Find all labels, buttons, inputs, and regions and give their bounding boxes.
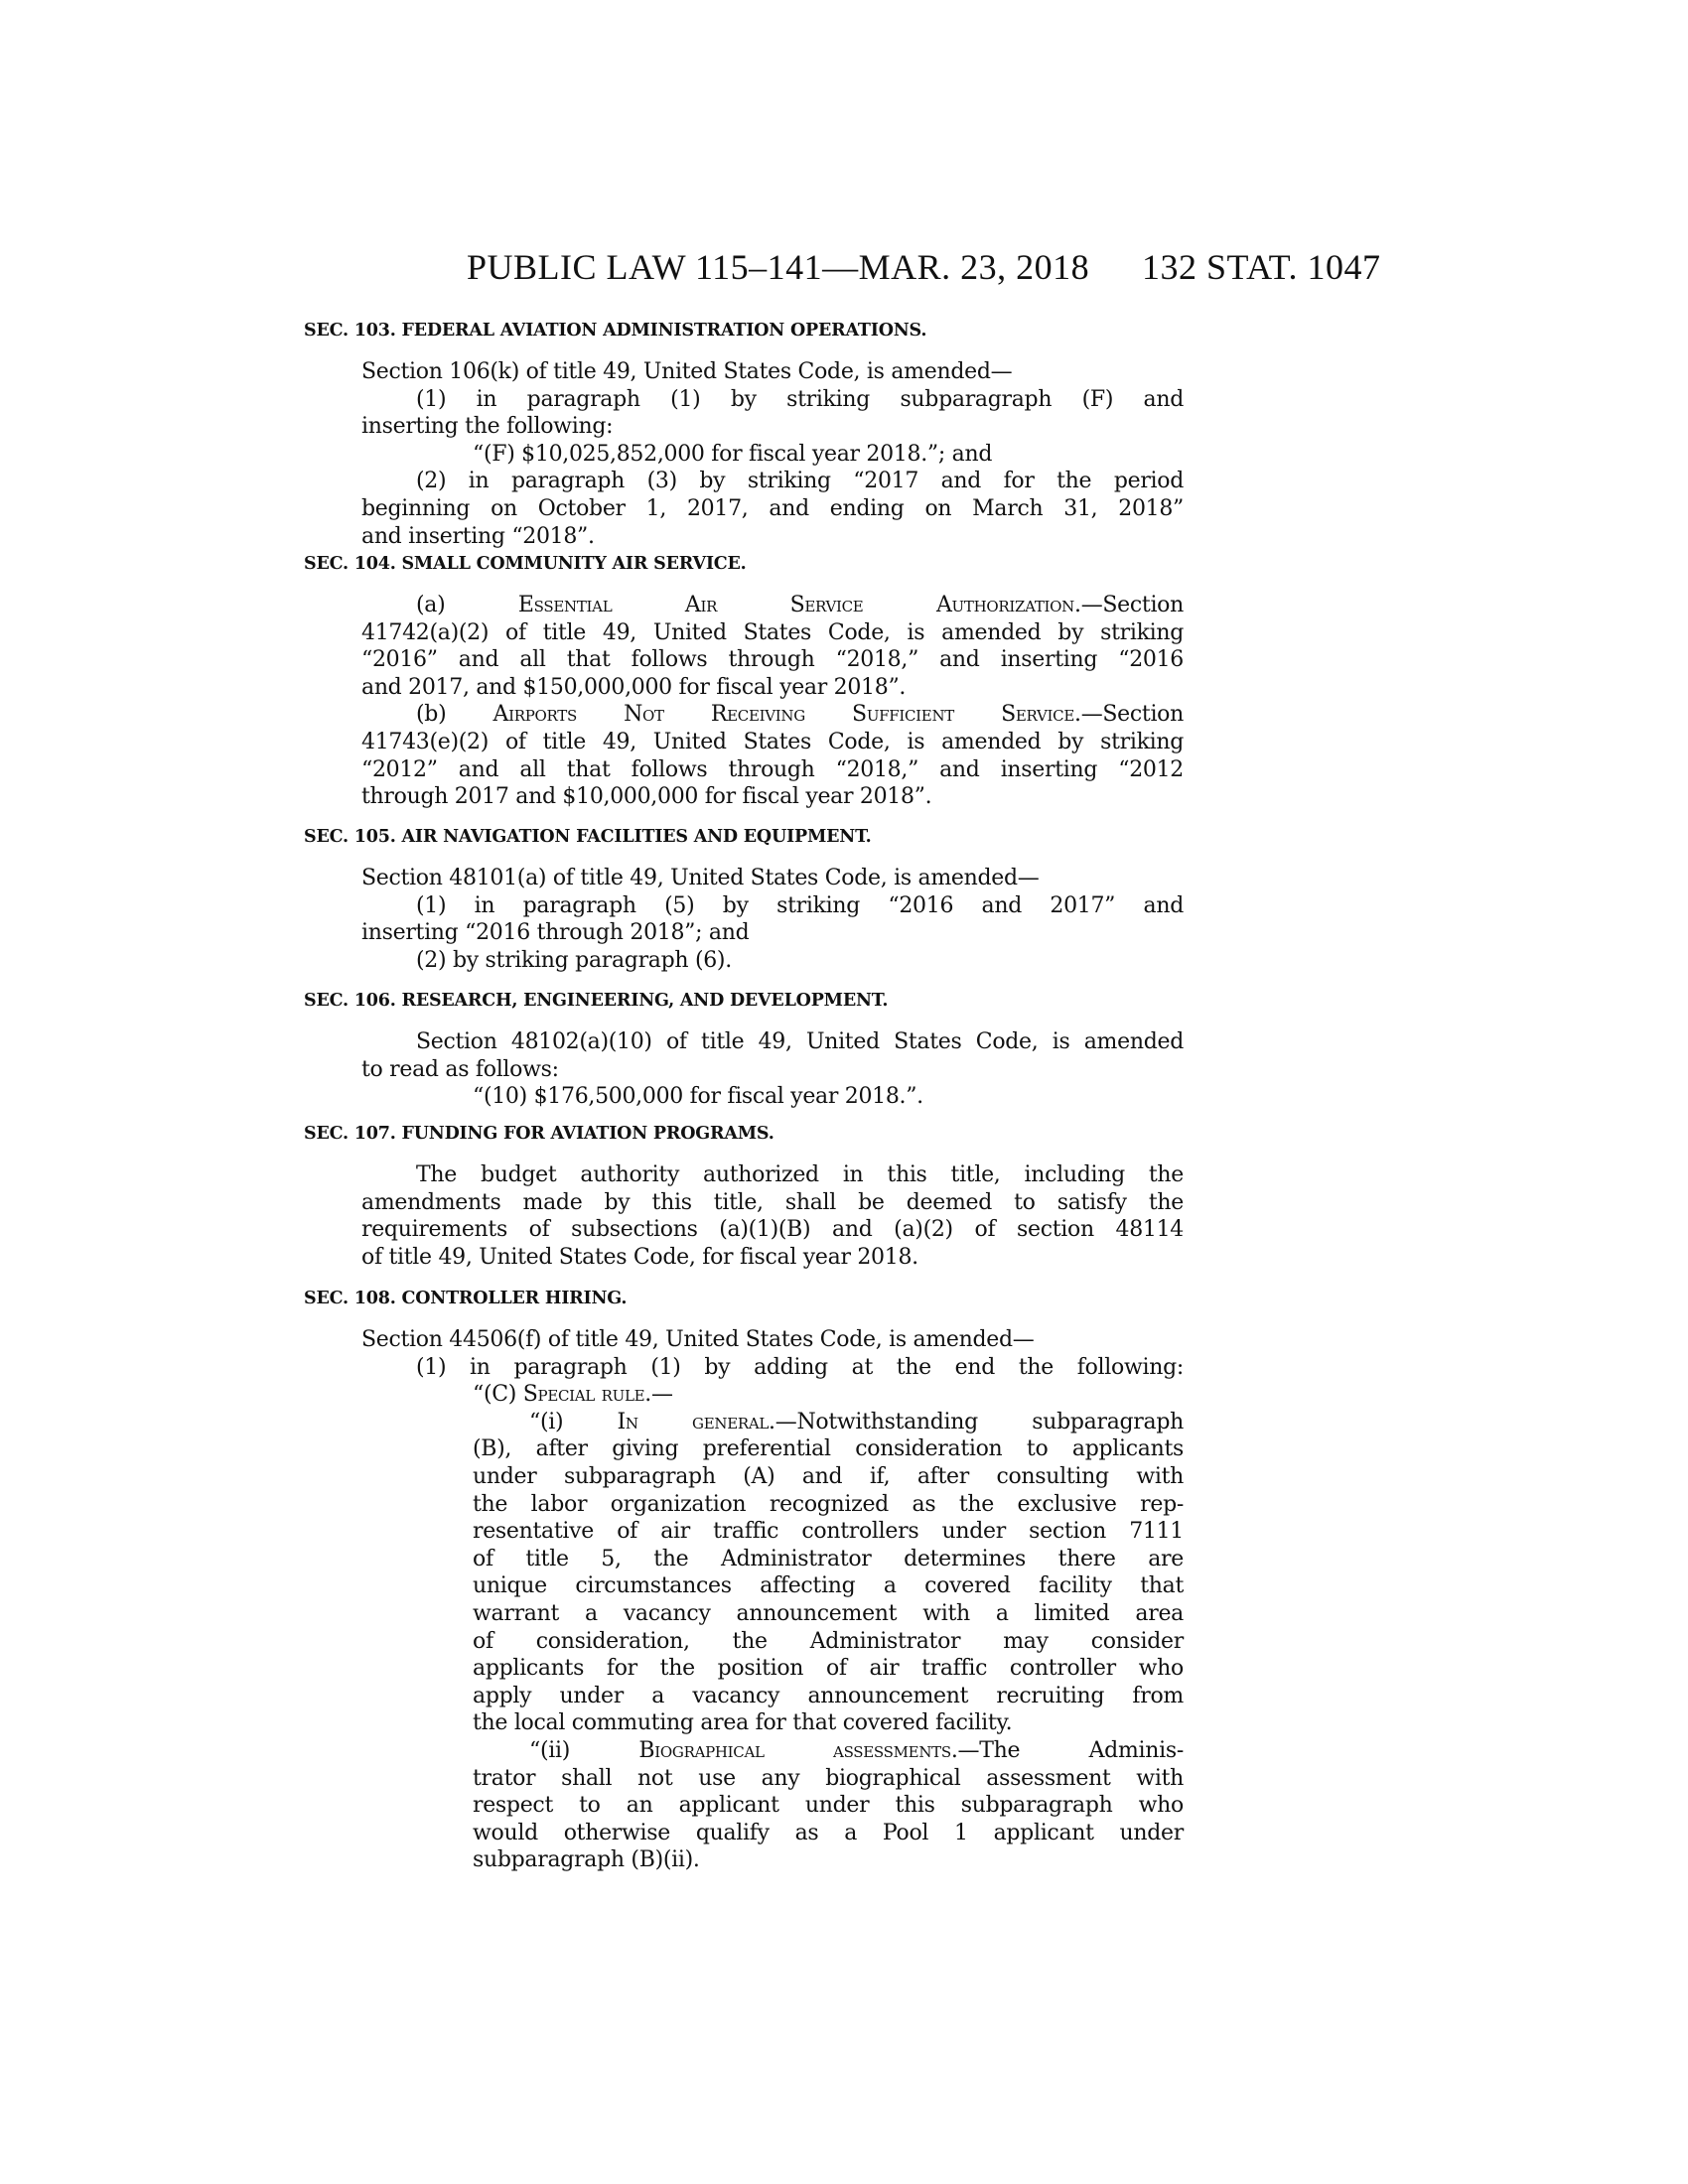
text-line: unique circumstances affecting a covered facility that (473, 1573, 1184, 1599)
section-heading: SEC. 107. FUNDING FOR AVIATION PROGRAMS. (304, 1124, 774, 1144)
running-header-title: PUBLIC LAW 115–141—MAR. 23, 2018 (467, 247, 1090, 287)
text-line: applicants for the position of air traffic controller who (473, 1656, 1184, 1682)
text-line: amendments made by this title, shall be deemed to satisfy the (361, 1189, 1184, 1215)
text-line: Section 48101(a) of title 49, United States Code, is amended— (361, 866, 1040, 890)
clause-title: Biographical assessments. (638, 1737, 958, 1763)
section-heading: SEC. 105. AIR NAVIGATION FACILITIES AND EQUIPMENT. (304, 827, 872, 847)
text-line: The budget authority authorized in this title, including the (416, 1162, 1184, 1187)
text-line: through 2017 and $10,000,000 for fiscal year 2018”. (361, 784, 932, 810)
text-line: Section 48102(a)(10) of title 49, United States Code, is amended (416, 1029, 1184, 1054)
text-line: (2) by striking paragraph (6). (416, 947, 732, 973)
text-line: requirements of subsections (a)(1)(B) and (a)(2) of section 48114 (361, 1217, 1184, 1243)
text-line: warrant a vacancy announcement with a limited area (473, 1600, 1184, 1626)
text-line: (2) in paragraph (3) by striking “2017 and for the period (416, 469, 1184, 494)
text-line: of title 49, United States Code, for fiscal year 2018. (361, 1244, 918, 1270)
text-line (473, 1381, 1184, 1409)
section-heading: SEC. 104. SMALL COMMUNITY AIR SERVICE. (304, 554, 747, 574)
text-fragment: —Section (1080, 593, 1184, 617)
text-line: “(10) $176,500,000 for fiscal year 2018.”. (473, 1084, 923, 1110)
text-line (473, 1737, 1184, 1765)
subsection-title: Airports Not Receiving Sufficient Service. (492, 702, 1081, 728)
subparagraph-title: Special rule. (522, 1382, 651, 1408)
text-line: (1) in paragraph (1) by adding at the end the following: (416, 1354, 1184, 1380)
text-line: (B), after giving preferential consideration to applicants (473, 1436, 1184, 1462)
section-heading: SEC. 103. FEDERAL AVIATION ADMINISTRATION OPERATIONS. (304, 321, 927, 341)
clause-label: “(ii) (529, 1737, 639, 1763)
text-line: inserting the following: (361, 414, 614, 440)
text-line: under subparagraph (A) and if, after consulting with (473, 1463, 1184, 1489)
subparagraph-label: “(C) (473, 1382, 523, 1408)
text-fragment: — (651, 1382, 673, 1408)
text-line: the labor organization recognized as the exclusive rep- (473, 1491, 1184, 1517)
text-line: of consideration, the Administrator may consider (473, 1628, 1184, 1654)
text-fragment: —The Adminis- (957, 1737, 1184, 1763)
clause-title: In general. (617, 1409, 775, 1434)
text-line (361, 592, 1184, 619)
text-fragment: —Notwithstanding subparagraph (774, 1409, 1184, 1434)
text-line (473, 1409, 1184, 1436)
subsection-title: Essential Air Service Authorization. (517, 593, 1081, 617)
text-fragment: —Section (1080, 702, 1184, 728)
text-line: “2012” and all that follows through “2018,” and inserting “2012 (361, 756, 1184, 782)
subsection-label: (b) (416, 702, 447, 728)
section-heading: SEC. 108. CONTROLLER HIRING. (304, 1289, 628, 1308)
text-line (361, 701, 1184, 729)
text-line: Section 106(k) of title 49, United States Code, is amended— (361, 359, 1013, 384)
text-line: apply under a vacancy announcement recruiting from (473, 1683, 1184, 1708)
text-line: would otherwise qualify as a Pool 1 applicant under (473, 1820, 1184, 1845)
text-line: trator shall not use any biographical assessment with (473, 1765, 1184, 1791)
text-line: of title 5, the Administrator determines there are (473, 1546, 1184, 1571)
text-line: and 2017, and $150,000,000 for fiscal year 2018”. (361, 674, 907, 700)
subsection-label: (a) (416, 593, 446, 617)
text-line: (1) in paragraph (1) by striking subparagraph (F) and (416, 386, 1184, 412)
text-line: subparagraph (B)(ii). (473, 1847, 700, 1873)
text-line: respect to an applicant under this subparagraph who (473, 1793, 1184, 1819)
text-line: resentative of air traffic controllers under section 7111 (473, 1519, 1184, 1545)
text-line: Section 44506(f) of title 49, United States Code, is amended— (361, 1327, 1035, 1352)
text-line: inserting “2016 through 2018”; and (361, 920, 750, 946)
text-line: and inserting “2018”. (361, 523, 595, 549)
text-line: “2016” and all that follows through “2018,” and inserting “2016 (361, 647, 1184, 673)
text-line: the local commuting area for that covered facility. (473, 1710, 1013, 1736)
text-line: “(F) $10,025,852,000 for fiscal year 2018.”; and (473, 441, 993, 467)
section-heading: SEC. 106. RESEARCH, ENGINEERING, AND DEVELOPMENT. (304, 991, 889, 1011)
clause-label: “(i) (529, 1409, 618, 1434)
text-line: 41742(a)(2) of title 49, United States Code, is amended by striking (361, 619, 1184, 645)
text-line: 41743(e)(2) of title 49, United States Code, is amended by striking (361, 729, 1184, 754)
text-line: (1) in paragraph (5) by striking “2016 and 2017” and (416, 892, 1184, 918)
page-stat-number: 132 STAT. 1047 (1142, 247, 1381, 287)
text-line: beginning on October 1, 2017, and ending on March 31, 2018” (361, 495, 1184, 521)
text-line: to read as follows: (361, 1056, 559, 1082)
